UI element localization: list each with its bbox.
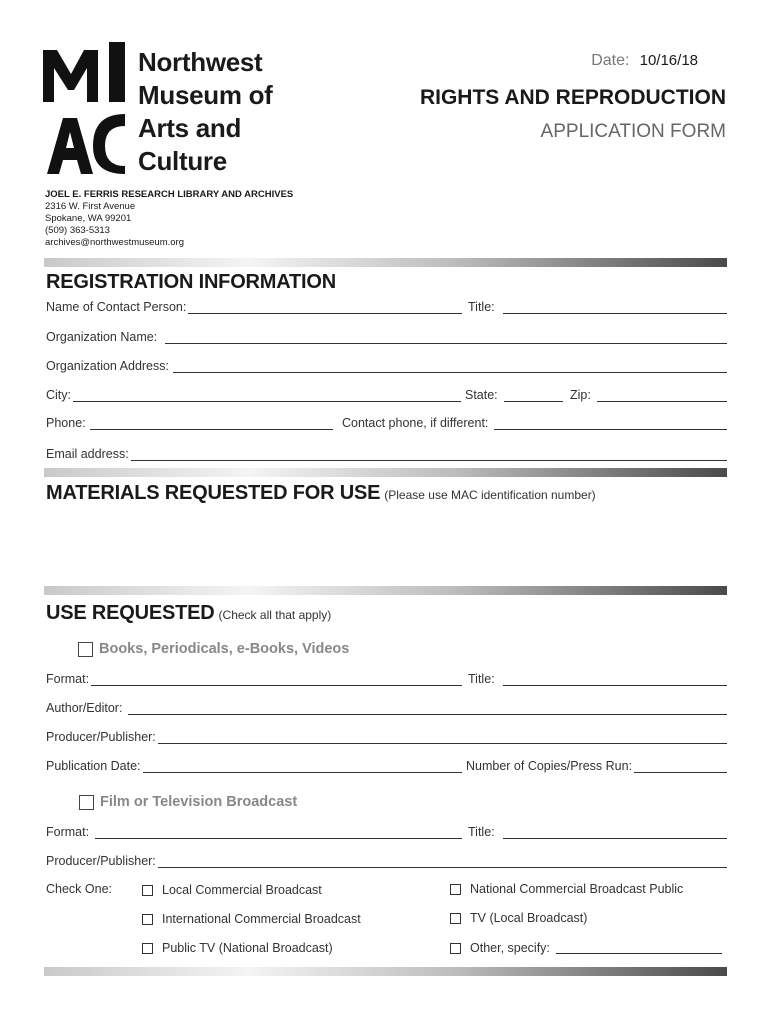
option-other[interactable] [450,941,722,955]
title-field[interactable] [468,300,727,314]
field-label: Organization Address: [46,359,169,373]
library-email: archives@northwestmuseum.org [45,237,185,248]
check-one-label: Check One: [46,882,113,896]
state-field[interactable] [465,388,563,402]
materials-heading-text: MATERIALS REQUESTED FOR USE [46,482,381,504]
books-title-field[interactable] [468,672,727,686]
publication-date-field[interactable] [46,759,462,773]
other-specify-line[interactable] [556,942,722,954]
field-label: Phone: [46,416,86,430]
date-label: Date: [591,52,630,69]
section-divider [44,468,727,477]
library-contact [45,189,293,249]
checkbox[interactable] [142,914,153,925]
museum-name-line: Museum of [138,80,273,110]
use-heading [46,602,331,625]
option-tv-local[interactable] [450,911,587,925]
film-checkbox[interactable] [79,795,94,810]
film-category[interactable] [79,794,297,810]
library-phone: (509) 363-5313 [45,225,110,236]
checkbox[interactable] [142,885,153,896]
form-title: RIGHTS AND REPRODUCTION [419,86,726,109]
field-label: Zip: [570,388,591,402]
field-label: Author/Editor: [46,701,123,715]
date-field[interactable]: 10/16/18 [639,52,698,69]
option-public-tv-national[interactable] [142,941,333,955]
film-title-field[interactable] [468,825,727,839]
section-divider [44,258,727,267]
section-divider [44,967,727,976]
books-format-field[interactable] [46,672,462,686]
field-label: Title: [468,300,495,314]
field-label: Publication Date: [46,759,141,773]
zip-field[interactable] [570,388,727,402]
option-label: TV (Local Broadcast) [470,911,588,925]
mac-logo [43,42,125,174]
use-heading-text: USE REQUESTED [46,602,215,624]
contact-person-field[interactable] [46,300,462,314]
option-label: National Commercial Broadcast Public [470,882,684,896]
contact-phone-field[interactable] [342,416,727,430]
registration-heading: REGISTRATION INFORMATION [46,271,336,293]
phone-field[interactable] [46,416,333,430]
option-label: Public TV (National Broadcast) [162,941,333,955]
city-field[interactable] [46,388,461,402]
field-label: Producer/Publisher: [46,730,156,744]
copies-field[interactable] [466,759,727,773]
field-label: Format: [46,825,90,839]
field-label: Organization Name: [46,330,158,344]
film-format-field[interactable] [46,825,462,839]
materials-input-area[interactable] [46,510,727,580]
checkbox[interactable] [450,913,461,924]
option-label: Local Commercial Broadcast [162,883,322,897]
field-label: Producer/Publisher: [46,854,156,868]
field-label: State: [465,388,498,402]
option-local-commercial[interactable] [142,883,322,897]
museum-name [138,46,273,178]
film-producer-field[interactable] [46,854,727,868]
field-label: Format: [46,672,90,686]
books-label: Books, Periodicals, e-Books, Videos [99,641,350,657]
option-international-commercial[interactable] [142,912,361,926]
books-producer-field[interactable] [46,730,727,744]
field-label: Title: [468,825,495,839]
option-label: Other, specify: [470,941,550,955]
use-note: (Check all that apply) [218,608,332,622]
checkbox[interactable] [450,884,461,895]
museum-name-line: Arts and [138,113,242,143]
field-label: Title: [468,672,495,686]
checkbox[interactable] [142,943,153,954]
option-label: International Commercial Broadcast [162,912,361,926]
field-label: Name of Contact Person: [46,300,187,314]
library-name: JOEL E. FERRIS RESEARCH LIBRARY AND ARCHIVES [45,189,294,200]
field-label: Number of Copies/Press Run: [466,759,633,773]
field-label: Email address: [46,447,129,461]
address-line-2: Spokane, WA 99201 [45,213,132,224]
field-label: Contact phone, if different: [342,416,489,430]
author-editor-field[interactable] [46,701,727,715]
museum-name-line: Culture [138,146,227,176]
address-line-1: 2316 W. First Avenue [45,201,136,212]
film-label: Film or Television Broadcast [100,794,298,810]
materials-heading [46,482,596,505]
checkbox[interactable] [450,943,461,954]
books-category[interactable] [78,641,349,657]
date-row [591,52,698,70]
section-divider [44,586,727,595]
organization-name-field[interactable] [46,330,727,344]
materials-note: (Please use MAC identification number) [384,488,596,502]
organization-address-field[interactable] [46,359,727,373]
option-national-commercial[interactable] [450,882,683,896]
field-label: City: [46,388,71,402]
books-checkbox[interactable] [78,642,93,657]
museum-name-line: Northwest [138,47,263,77]
form-subtitle: APPLICATION FORM [540,121,726,142]
email-field[interactable] [46,447,727,461]
